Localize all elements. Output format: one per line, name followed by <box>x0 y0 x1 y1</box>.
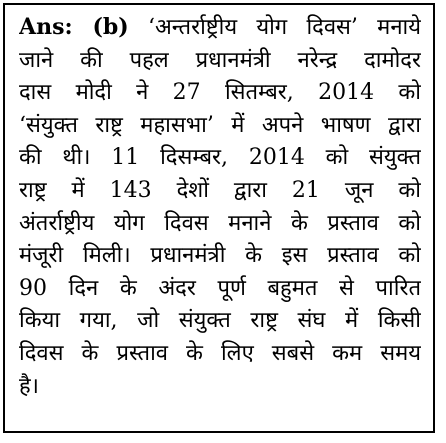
answer-line-10: किया गया, जो संयुक्त राष्ट्र संघ में किसी <box>19 308 421 334</box>
answer-line-8: मंजूरी मिली। प्रधानमंत्री के इस प्रस्ताव को <box>19 243 421 269</box>
answer-text: ‘अन्तर्राष्ट्रीय योग दिवस’ मनाये <box>147 15 421 40</box>
answer-line-5: की थी। 11 दिसम्बर, 2014 को संयुक्त <box>19 145 421 171</box>
answer-line-4: ‘संयुक्त राष्ट्र महासभा’ में अपने भाषण द्वारा <box>19 112 421 138</box>
answer-label: Ans: (b) <box>19 14 129 40</box>
answer-line-7: अंतर्राष्ट्रीय योग दिवस मनाने के प्रस्ताव को <box>19 210 421 236</box>
answer-line-1 <box>19 11 421 45</box>
answer-line-6: राष्ट्र में 143 देशों द्वारा 21 जून को <box>19 177 421 203</box>
answer-line-9: 90 दिन के अंदर पूर्ण बहुमत से पारित <box>19 275 421 301</box>
answer-line-3: दास मोदी ने 27 सितम्बर, 2014 को <box>19 80 421 106</box>
answer-box <box>3 3 435 433</box>
answer-line-11: दिवस के प्रस्ताव के लिए सबसे कम समय <box>19 340 421 366</box>
answer-line-12: है। <box>19 373 40 399</box>
answer-line-2: जाने की पहल प्रधानमंत्री नरेन्द्र दामोदर <box>19 47 421 73</box>
